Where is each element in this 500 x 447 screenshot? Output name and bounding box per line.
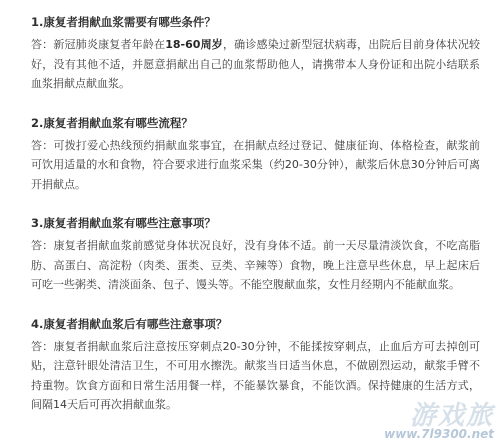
- section-divider: [31, 94, 480, 113]
- answer-1-age-range: 18-60周岁: [165, 38, 223, 51]
- qa-item-3: [31, 213, 480, 295]
- qa-item-1: [31, 12, 480, 94]
- answer-3: 答：康复者捐献血浆前感觉身体状况良好，没有身体不适。前一天尽量清淡饮食，不吃高脂肪、高蛋白、高淀粉（肉类、蛋类、豆类、辛辣等）食物，晚上注意早些休息，早上起床后可吃一些粥类、清淡面条、包子、馒头等。不能空腹献血浆，女性月经期内不能献血浆。: [31, 239, 480, 291]
- answer-1-pre: 答：新冠肺炎康复者年龄在: [31, 38, 166, 51]
- question-1: 1.康复者捐献血浆需要有哪些条件？: [31, 15, 216, 29]
- question-2: 2.康复者捐献血浆有哪些流程？: [31, 115, 193, 130]
- answer-1: [31, 35, 480, 94]
- answer-1-post: ，确诊感染过新型冠状病毒，出院后目前身体状况较好，没有其他不适，并愿意捐献出自己的血浆帮助他人，请携带本人身份证和出院小结联系血浆捐献点献血浆。: [31, 38, 481, 90]
- question-4: 4.康复者捐献血浆后有哪些注意事项？: [31, 316, 228, 331]
- question-3: 3.康复者捐献血浆有哪些注意事项？: [31, 216, 216, 230]
- watermark-url: www.7l9300.net: [384, 427, 494, 441]
- section-divider: [31, 194, 480, 213]
- qa-item-4: [31, 314, 480, 415]
- watermark-logo-text: 游戏旅: [409, 401, 494, 431]
- answer-2: 答：可拨打爱心热线预约捐献血浆事宜，在捐献点经过登记、健康征询、体格检查，献浆前可饮用适量的水和食物，符合要求进行血浆采集（约20-30分钟），献浆后休息30分钟后可离开捐献点。: [31, 138, 480, 191]
- qa-item-2: [31, 113, 480, 195]
- answer-4: 答：康复者捐献血浆后注意按压穿刺点20-30分钟，不能揉按穿刺点，止血后方可去掉创可贴，注意针眼处清洁卫生，不可用水擦洗。献浆当日适当休息，不做剧烈运动，献浆手臂不持重物。饮食方面和日常生活用餐一样，不能暴饮暴食，不能饮酒。保持健康的生活方式，间隔14天后可再次捐献血浆。: [31, 339, 480, 411]
- section-divider: [31, 295, 480, 314]
